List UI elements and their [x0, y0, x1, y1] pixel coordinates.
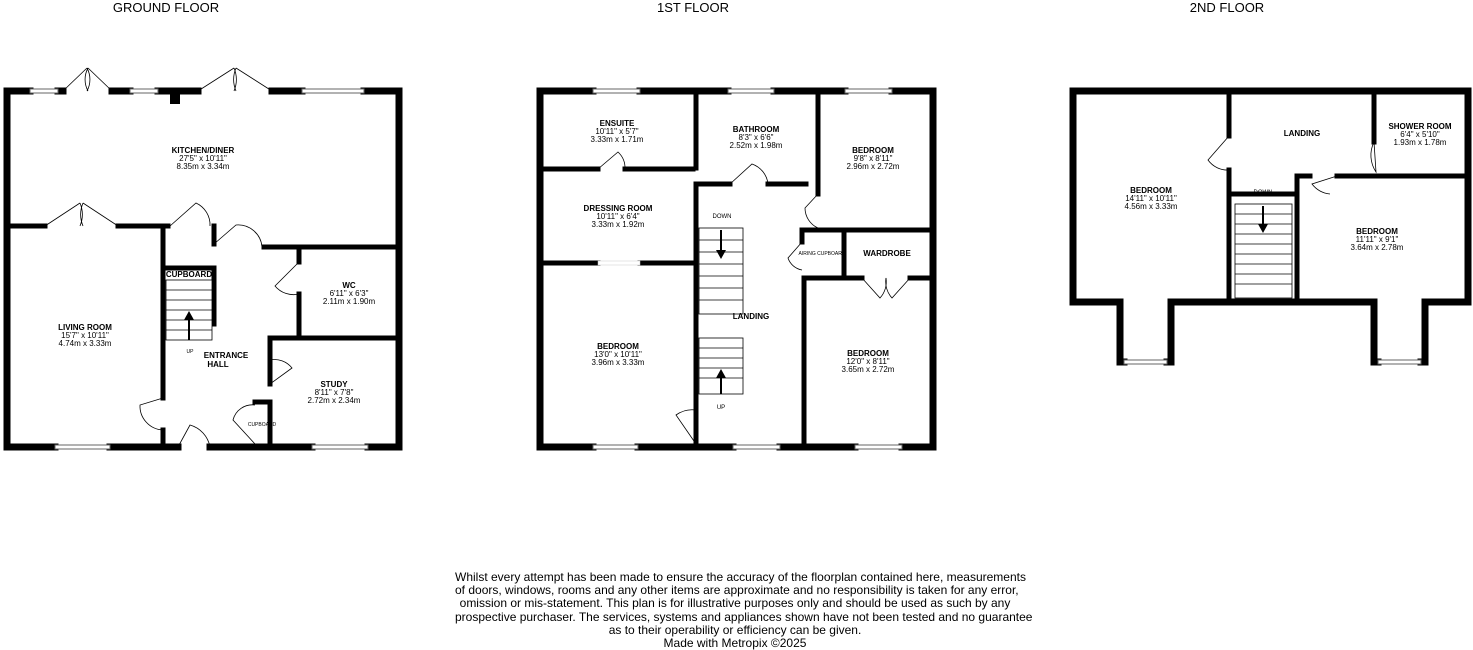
door — [214, 225, 262, 247]
bedroom-e-label: BEDROOM — [1356, 227, 1398, 236]
disclaimer — [455, 570, 1033, 650]
second-stair-down-label: DOWN — [1253, 190, 1273, 196]
ground-floor-title: GROUND FLOOR — [112, 0, 220, 15]
ensuite-label: ENSUITE — [599, 119, 635, 128]
kitchen-label: KITCHEN/DINER — [171, 146, 235, 155]
french-door — [198, 68, 236, 91]
french-door — [45, 203, 82, 226]
door — [676, 410, 696, 444]
door — [1312, 176, 1337, 194]
dressing-label: DRESSING ROOM — [583, 204, 653, 213]
shower-metric: 1.93m x 1.78m — [1393, 138, 1447, 147]
bedroom-ne-metric: 2.96m x 2.72m — [846, 162, 900, 171]
window — [30, 89, 58, 93]
landing-label: LANDING — [732, 312, 770, 321]
window — [728, 89, 774, 93]
bedroom-main-imperial: 13'0" x 10'11" — [594, 350, 642, 359]
cupboard-small-label: CUPBOARD — [247, 422, 277, 428]
second-stairs — [1235, 204, 1292, 298]
french-door — [234, 68, 272, 91]
bedroom-main-label: BEDROOM — [597, 342, 639, 351]
bathroom-imperial: 8'3" x 6'6" — [738, 133, 774, 142]
second-landing-label: LANDING — [1283, 129, 1321, 138]
door — [1208, 136, 1229, 170]
window — [593, 445, 638, 449]
door — [598, 152, 625, 169]
window — [312, 445, 368, 449]
dressing-metric: 3.33m x 1.92m — [591, 220, 645, 229]
bathroom-label: BATHROOM — [732, 125, 780, 134]
living-metric: 4.74m x 3.33m — [58, 339, 112, 348]
wc-metric: 2.11m x 1.90m — [322, 297, 376, 306]
kitchen-imperial: 27'5" x 10'11" — [179, 154, 227, 163]
ground-doors — [45, 68, 299, 447]
shower-label: SHOWER ROOM — [1388, 122, 1452, 131]
cupboard-label: CUPBOARD — [165, 270, 213, 279]
stair-up-label: UP — [186, 349, 194, 355]
ground-floor — [7, 0, 399, 449]
second-floor — [1073, 0, 1468, 364]
window — [845, 89, 892, 93]
bedroom-w-label: BEDROOM — [1130, 186, 1172, 195]
door — [730, 164, 768, 184]
door — [270, 360, 292, 384]
first-floor — [540, 0, 933, 449]
bedroom-w-imperial: 14'11" x 10'11" — [1125, 194, 1177, 203]
kitchen-metric: 8.35m x 3.34m — [176, 162, 230, 171]
copyright: Made with Metropix ©2025 — [663, 636, 807, 650]
window — [302, 89, 364, 93]
window — [55, 445, 110, 449]
wc-label: WC — [342, 281, 356, 290]
wc-imperial: 6'11" x 6'3" — [329, 289, 369, 298]
window — [733, 445, 780, 449]
bedroom-ne-imperial: 9'8" x 8'11" — [853, 154, 893, 163]
living-imperial: 15'7" x 10'11" — [61, 331, 109, 340]
living-label: LIVING ROOM — [58, 323, 112, 332]
bedroom-w-metric: 4.56m x 3.33m — [1124, 202, 1178, 211]
window — [1378, 360, 1421, 364]
bathroom-metric: 2.52m x 1.98m — [729, 141, 783, 150]
bedroom-e-metric: 3.64m x 2.78m — [1350, 243, 1404, 252]
door — [275, 262, 299, 295]
disclaimer-line: omission or mis-statement. This plan is for illustrative purposes only and should be used as such by any — [459, 596, 1011, 611]
disclaimer-line: Whilst every attempt has been made to ensure the accuracy of the floorplan contained here, measurements — [455, 570, 1026, 584]
french-door — [81, 203, 118, 226]
first-doors — [598, 152, 910, 444]
door — [805, 194, 818, 228]
ground-stairs — [166, 280, 212, 340]
bedroom-se-metric: 3.65m x 2.72m — [841, 365, 895, 374]
stair-up-label: UP — [716, 405, 726, 411]
second-doors — [1208, 136, 1376, 194]
disclaimer-line: of doors, windows, rooms and any other items are approximate and no responsibility is taken for any error, — [455, 583, 1019, 598]
bedroom-main-metric: 3.96m x 3.33m — [591, 358, 645, 367]
bedroom-ne-label: BEDROOM — [852, 146, 894, 155]
french-door — [63, 68, 90, 91]
hall-label-line2: HALL — [207, 360, 229, 369]
ensuite-imperial: 10'11" x 5'7" — [595, 127, 639, 136]
shower-imperial: 6'4" x 5'10" — [1400, 130, 1440, 139]
ensuite-metric: 3.33m x 1.71m — [590, 135, 644, 144]
window — [855, 445, 902, 449]
ground-room-labels — [58, 146, 375, 428]
study-metric: 2.72m x 2.34m — [307, 396, 361, 405]
entrance-door — [178, 425, 210, 447]
disclaimer-line: as to their operability or efficiency can be given. — [608, 622, 862, 637]
hall-label-line1: ENTRANCE — [203, 351, 249, 360]
first-stairs — [699, 228, 743, 394]
window — [1124, 360, 1167, 364]
door — [1371, 142, 1376, 172]
door — [170, 203, 210, 226]
study-imperial: 8'11" x 7'8" — [314, 388, 354, 397]
door — [140, 398, 163, 430]
disclaimer-line: prospective purchaser. The services, systems and appliances shown have not been tested and no guarantee — [455, 609, 1033, 624]
wardrobe-label: WARDROBE — [863, 249, 911, 258]
airing-cupboard-label: AIRING CUPBOARD — [798, 251, 846, 257]
french-door — [85, 68, 112, 91]
first-floor-title: 1ST FLOOR — [656, 0, 730, 15]
wardrobe-door — [886, 278, 910, 298]
window — [593, 89, 640, 93]
bedroom-se-label: BEDROOM — [847, 349, 889, 358]
ground-column — [170, 94, 180, 104]
second-floor-title: 2ND FLOOR — [1189, 0, 1265, 15]
dressing-imperial: 10'11" x 6'4" — [596, 212, 640, 221]
study-label: STUDY — [320, 380, 348, 389]
bedroom-se-imperial: 12'0" x 8'11" — [846, 357, 890, 366]
window — [130, 89, 158, 93]
wardrobe-door — [862, 278, 886, 298]
stair-down-label: DOWN — [712, 214, 732, 220]
bedroom-e-imperial: 11'11" x 9'1" — [1355, 235, 1399, 244]
